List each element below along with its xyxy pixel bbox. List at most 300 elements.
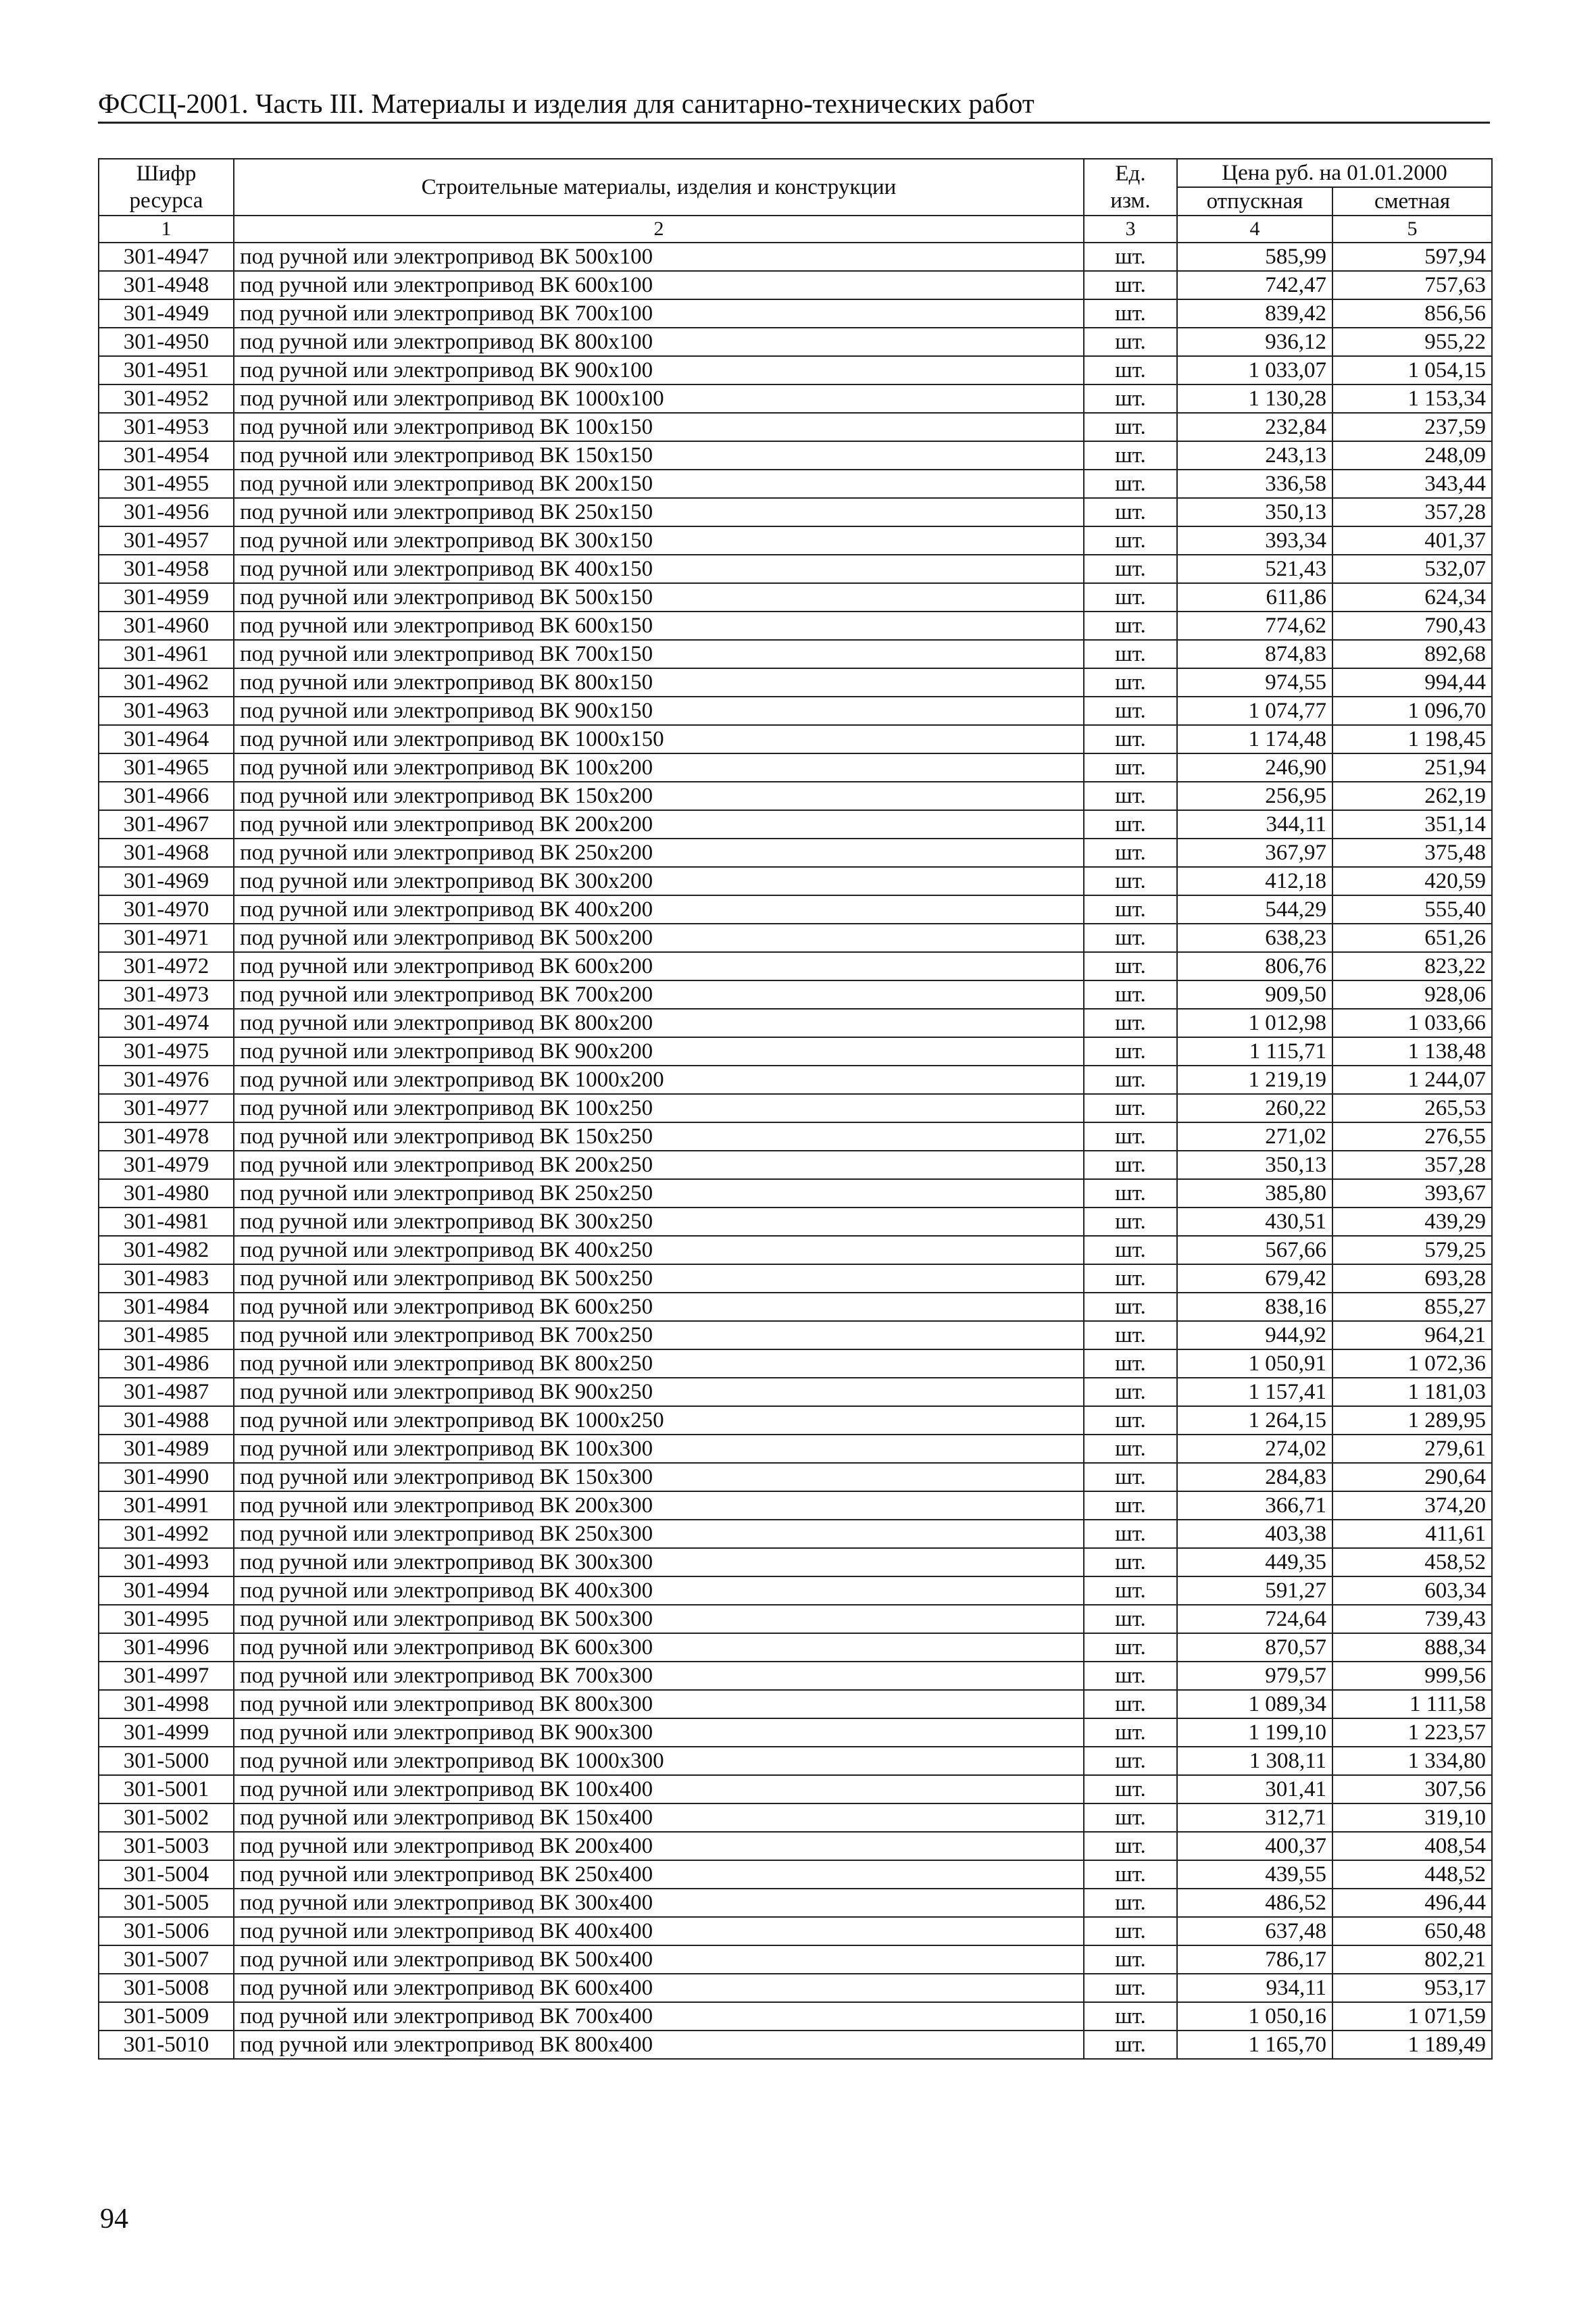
cell-price-release: 271,02 bbox=[1177, 1122, 1332, 1151]
cell-price-estimate: 248,09 bbox=[1332, 441, 1492, 470]
cell-price-estimate: 458,52 bbox=[1332, 1548, 1492, 1576]
cell-price-estimate: 1 334,80 bbox=[1332, 1747, 1492, 1775]
cell-price-estimate: 624,34 bbox=[1332, 583, 1492, 612]
cell-unit: шт. bbox=[1084, 924, 1177, 952]
cell-unit: шт. bbox=[1084, 1378, 1177, 1406]
cell-price-estimate: 856,56 bbox=[1332, 299, 1492, 328]
page-title: ФССЦ-2001. Часть III. Материалы и изделия для санитарно-технических работ bbox=[98, 88, 1034, 119]
cell-code: 301-4992 bbox=[99, 1520, 234, 1548]
table-row bbox=[99, 1605, 1492, 1633]
cell-price-estimate: 1 096,70 bbox=[1332, 697, 1492, 725]
table-row bbox=[99, 952, 1492, 980]
table-row bbox=[99, 1066, 1492, 1094]
cell-name: под ручной или электропривод ВК 700х100 bbox=[234, 299, 1084, 328]
cell-name: под ручной или электропривод ВК 100х200 bbox=[234, 753, 1084, 782]
cell-price-release: 1 115,71 bbox=[1177, 1037, 1332, 1066]
cell-price-estimate: 411,61 bbox=[1332, 1520, 1492, 1548]
cell-unit: шт. bbox=[1084, 1945, 1177, 1974]
cell-code: 301-4981 bbox=[99, 1208, 234, 1236]
cell-name: под ручной или электропривод ВК 600х250 bbox=[234, 1293, 1084, 1321]
cell-price-estimate: 1 223,57 bbox=[1332, 1718, 1492, 1747]
cell-name: под ручной или электропривод ВК 600х300 bbox=[234, 1633, 1084, 1662]
cell-name: под ручной или электропривод ВК 900х250 bbox=[234, 1378, 1084, 1406]
cell-unit: шт. bbox=[1084, 356, 1177, 384]
cell-price-estimate: 892,68 bbox=[1332, 640, 1492, 668]
cell-unit: шт. bbox=[1084, 895, 1177, 924]
cell-price-estimate: 739,43 bbox=[1332, 1605, 1492, 1633]
cell-unit: шт. bbox=[1084, 384, 1177, 413]
cell-price-release: 806,76 bbox=[1177, 952, 1332, 980]
cell-price-estimate: 393,67 bbox=[1332, 1179, 1492, 1208]
cell-code: 301-4974 bbox=[99, 1009, 234, 1037]
cell-name: под ручной или электропривод ВК 500х300 bbox=[234, 1605, 1084, 1633]
cell-price-estimate: 1 181,03 bbox=[1332, 1378, 1492, 1406]
cell-name: под ручной или электропривод ВК 1000х200 bbox=[234, 1066, 1084, 1094]
cell-name: под ручной или электропривод ВК 200х250 bbox=[234, 1151, 1084, 1179]
cell-name: под ручной или электропривод ВК 200х200 bbox=[234, 810, 1084, 839]
cell-unit: шт. bbox=[1084, 1151, 1177, 1179]
cell-name: под ручной или электропривод ВК 700х250 bbox=[234, 1321, 1084, 1349]
cell-price-estimate: 251,94 bbox=[1332, 753, 1492, 782]
cell-price-release: 544,29 bbox=[1177, 895, 1332, 924]
cell-price-estimate: 1 033,66 bbox=[1332, 1009, 1492, 1037]
cell-price-estimate: 823,22 bbox=[1332, 952, 1492, 980]
cell-code: 301-4999 bbox=[99, 1718, 234, 1747]
cell-price-estimate: 351,14 bbox=[1332, 810, 1492, 839]
cell-price-estimate: 928,06 bbox=[1332, 980, 1492, 1009]
cell-name: под ручной или электропривод ВК 700х150 bbox=[234, 640, 1084, 668]
cell-unit: шт. bbox=[1084, 243, 1177, 271]
cell-unit: шт. bbox=[1084, 725, 1177, 753]
cell-price-release: 1 012,98 bbox=[1177, 1009, 1332, 1037]
cell-code: 301-4998 bbox=[99, 1690, 234, 1718]
cell-name: под ручной или электропривод ВК 400х150 bbox=[234, 555, 1084, 583]
cell-price-estimate: 262,19 bbox=[1332, 782, 1492, 810]
header-unit-line1: Ед. bbox=[1115, 161, 1146, 186]
cell-code: 301-4962 bbox=[99, 668, 234, 697]
cell-name: под ручной или электропривод ВК 500х400 bbox=[234, 1945, 1084, 1974]
header-unit-line2: изм. bbox=[1110, 189, 1151, 213]
table-row bbox=[99, 243, 1492, 271]
cell-price-release: 430,51 bbox=[1177, 1208, 1332, 1236]
cell-price-estimate: 1 072,36 bbox=[1332, 1349, 1492, 1378]
cell-name: под ручной или электропривод ВК 400х400 bbox=[234, 1917, 1084, 1945]
cell-price-estimate: 603,34 bbox=[1332, 1576, 1492, 1605]
cell-code: 301-4959 bbox=[99, 583, 234, 612]
cell-unit: шт. bbox=[1084, 782, 1177, 810]
cell-unit: шт. bbox=[1084, 839, 1177, 867]
table-row bbox=[99, 1690, 1492, 1718]
cell-name: под ручной или электропривод ВК 150х150 bbox=[234, 441, 1084, 470]
cell-name: под ручной или электропривод ВК 150х250 bbox=[234, 1122, 1084, 1151]
cell-name: под ручной или электропривод ВК 600х150 bbox=[234, 612, 1084, 640]
cell-code: 301-5005 bbox=[99, 1889, 234, 1917]
cell-price-release: 1 219,19 bbox=[1177, 1066, 1332, 1094]
cell-name: под ручной или электропривод ВК 300х400 bbox=[234, 1889, 1084, 1917]
cell-unit: шт. bbox=[1084, 1463, 1177, 1491]
cell-unit: шт. bbox=[1084, 810, 1177, 839]
cell-name: под ручной или электропривод ВК 150х200 bbox=[234, 782, 1084, 810]
table-row bbox=[99, 782, 1492, 810]
cell-price-estimate: 964,21 bbox=[1332, 1321, 1492, 1349]
cell-price-estimate: 790,43 bbox=[1332, 612, 1492, 640]
cell-price-estimate: 532,07 bbox=[1332, 555, 1492, 583]
cell-price-release: 1 033,07 bbox=[1177, 356, 1332, 384]
cell-name: под ручной или электропривод ВК 400х200 bbox=[234, 895, 1084, 924]
cell-price-release: 350,13 bbox=[1177, 1151, 1332, 1179]
cell-code: 301-4994 bbox=[99, 1576, 234, 1605]
cell-price-release: 521,43 bbox=[1177, 555, 1332, 583]
cell-code: 301-4956 bbox=[99, 498, 234, 526]
cell-code: 301-4975 bbox=[99, 1037, 234, 1066]
cell-price-release: 611,86 bbox=[1177, 583, 1332, 612]
cell-price-release: 724,64 bbox=[1177, 1605, 1332, 1633]
cell-price-estimate: 953,17 bbox=[1332, 1974, 1492, 2002]
cell-price-release: 1 308,11 bbox=[1177, 1747, 1332, 1775]
cell-price-release: 232,84 bbox=[1177, 413, 1332, 441]
cell-unit: шт. bbox=[1084, 952, 1177, 980]
cell-unit: шт. bbox=[1084, 498, 1177, 526]
cell-code: 301-4958 bbox=[99, 555, 234, 583]
cell-unit: шт. bbox=[1084, 526, 1177, 555]
cell-name: под ручной или электропривод ВК 500х200 bbox=[234, 924, 1084, 952]
table-row bbox=[99, 1037, 1492, 1066]
cell-unit: шт. bbox=[1084, 1321, 1177, 1349]
cell-price-estimate: 1 138,48 bbox=[1332, 1037, 1492, 1066]
cell-name: под ручной или электропривод ВК 300х300 bbox=[234, 1548, 1084, 1576]
cell-price-estimate: 496,44 bbox=[1332, 1889, 1492, 1917]
cell-price-release: 350,13 bbox=[1177, 498, 1332, 526]
table-row bbox=[99, 299, 1492, 328]
table-row bbox=[99, 1889, 1492, 1917]
header-price-estimate: сметная bbox=[1332, 187, 1492, 216]
cell-name: под ручной или электропривод ВК 500х150 bbox=[234, 583, 1084, 612]
cell-price-release: 1 074,77 bbox=[1177, 697, 1332, 725]
cell-code: 301-5002 bbox=[99, 1803, 234, 1832]
cell-name: под ручной или электропривод ВК 250х400 bbox=[234, 1860, 1084, 1889]
cell-price-release: 393,34 bbox=[1177, 526, 1332, 555]
cell-unit: шт. bbox=[1084, 1520, 1177, 1548]
table-row bbox=[99, 1293, 1492, 1321]
cell-price-estimate: 693,28 bbox=[1332, 1264, 1492, 1293]
cell-name: под ручной или электропривод ВК 200х400 bbox=[234, 1832, 1084, 1860]
cell-price-estimate: 1 244,07 bbox=[1332, 1066, 1492, 1094]
cell-name: под ручной или электропривод ВК 200х150 bbox=[234, 470, 1084, 498]
cell-price-estimate: 408,54 bbox=[1332, 1832, 1492, 1860]
cell-price-estimate: 999,56 bbox=[1332, 1662, 1492, 1690]
cell-unit: шт. bbox=[1084, 1236, 1177, 1264]
cell-price-release: 838,16 bbox=[1177, 1293, 1332, 1321]
cell-unit: шт. bbox=[1084, 1974, 1177, 2002]
table-row bbox=[99, 384, 1492, 413]
cell-code: 301-5008 bbox=[99, 1974, 234, 2002]
cell-unit: шт. bbox=[1084, 1860, 1177, 1889]
cell-price-estimate: 290,64 bbox=[1332, 1463, 1492, 1491]
cell-price-release: 585,99 bbox=[1177, 243, 1332, 271]
table-header bbox=[99, 159, 1492, 243]
table-row bbox=[99, 1264, 1492, 1293]
cell-unit: шт. bbox=[1084, 1576, 1177, 1605]
cell-unit: шт. bbox=[1084, 1179, 1177, 1208]
cell-unit: шт. bbox=[1084, 1094, 1177, 1122]
table-row bbox=[99, 1576, 1492, 1605]
cell-name: под ручной или электропривод ВК 200х300 bbox=[234, 1491, 1084, 1520]
cell-code: 301-4990 bbox=[99, 1463, 234, 1491]
cell-price-estimate: 319,10 bbox=[1332, 1803, 1492, 1832]
table-row bbox=[99, 1122, 1492, 1151]
cell-unit: шт. bbox=[1084, 555, 1177, 583]
cell-price-release: 944,92 bbox=[1177, 1321, 1332, 1349]
table-row bbox=[99, 328, 1492, 356]
cell-price-release: 786,17 bbox=[1177, 1945, 1332, 1974]
cell-name: под ручной или электропривод ВК 500х250 bbox=[234, 1264, 1084, 1293]
cell-code: 301-4965 bbox=[99, 753, 234, 782]
cell-name: под ручной или электропривод ВК 800х300 bbox=[234, 1690, 1084, 1718]
cell-price-estimate: 374,20 bbox=[1332, 1491, 1492, 1520]
header-price: Цена руб. на 01.01.2000 bbox=[1177, 159, 1492, 187]
table-row bbox=[99, 1974, 1492, 2002]
table-row bbox=[99, 1321, 1492, 1349]
cell-unit: шт. bbox=[1084, 299, 1177, 328]
cell-code: 301-4988 bbox=[99, 1406, 234, 1435]
cell-name: под ручной или электропривод ВК 600х100 bbox=[234, 271, 1084, 299]
cell-code: 301-4964 bbox=[99, 725, 234, 753]
table-row bbox=[99, 1747, 1492, 1775]
cell-code: 301-4985 bbox=[99, 1321, 234, 1349]
page-number: 94 bbox=[100, 2204, 128, 2235]
table-row bbox=[99, 2002, 1492, 2031]
table-row bbox=[99, 470, 1492, 498]
table-row bbox=[99, 1435, 1492, 1463]
cell-name: под ручной или электропривод ВК 1000х250 bbox=[234, 1406, 1084, 1435]
table-row bbox=[99, 413, 1492, 441]
cell-price-release: 260,22 bbox=[1177, 1094, 1332, 1122]
cell-unit: шт. bbox=[1084, 1662, 1177, 1690]
cell-code: 301-4947 bbox=[99, 243, 234, 271]
cell-unit: шт. bbox=[1084, 1406, 1177, 1435]
table-row bbox=[99, 1520, 1492, 1548]
cell-name: под ручной или электропривод ВК 250х150 bbox=[234, 498, 1084, 526]
table-row bbox=[99, 980, 1492, 1009]
cell-price-release: 979,57 bbox=[1177, 1662, 1332, 1690]
table-row bbox=[99, 839, 1492, 867]
cell-price-estimate: 307,56 bbox=[1332, 1775, 1492, 1803]
cell-name: под ручной или электропривод ВК 800х200 bbox=[234, 1009, 1084, 1037]
table-row bbox=[99, 555, 1492, 583]
cell-unit: шт. bbox=[1084, 668, 1177, 697]
table-row bbox=[99, 1378, 1492, 1406]
cell-code: 301-4978 bbox=[99, 1122, 234, 1151]
price-table bbox=[98, 158, 1493, 2060]
cell-price-release: 1 165,70 bbox=[1177, 2031, 1332, 2059]
cell-unit: шт. bbox=[1084, 1349, 1177, 1378]
table-row bbox=[99, 668, 1492, 697]
cell-unit: шт. bbox=[1084, 1009, 1177, 1037]
table-row bbox=[99, 640, 1492, 668]
table-row bbox=[99, 612, 1492, 640]
table-row bbox=[99, 498, 1492, 526]
cell-code: 301-4982 bbox=[99, 1236, 234, 1264]
cell-price-release: 974,55 bbox=[1177, 668, 1332, 697]
cell-price-estimate: 265,53 bbox=[1332, 1094, 1492, 1122]
table-row bbox=[99, 526, 1492, 555]
cell-name: под ручной или электропривод ВК 500х100 bbox=[234, 243, 1084, 271]
cell-price-release: 344,11 bbox=[1177, 810, 1332, 839]
cell-code: 301-4966 bbox=[99, 782, 234, 810]
cell-unit: шт. bbox=[1084, 1889, 1177, 1917]
cell-code: 301-4973 bbox=[99, 980, 234, 1009]
cell-unit: шт. bbox=[1084, 1548, 1177, 1576]
cell-name: под ручной или электропривод ВК 1000х150 bbox=[234, 725, 1084, 753]
cell-price-release: 274,02 bbox=[1177, 1435, 1332, 1463]
cell-code: 301-4950 bbox=[99, 328, 234, 356]
cell-code: 301-5000 bbox=[99, 1747, 234, 1775]
cell-price-estimate: 439,29 bbox=[1332, 1208, 1492, 1236]
cell-code: 301-4987 bbox=[99, 1378, 234, 1406]
cell-code: 301-4991 bbox=[99, 1491, 234, 1520]
table-row bbox=[99, 1945, 1492, 1974]
cell-price-estimate: 343,44 bbox=[1332, 470, 1492, 498]
cell-price-estimate: 1 198,45 bbox=[1332, 725, 1492, 753]
table-row bbox=[99, 1463, 1492, 1491]
cell-price-release: 366,71 bbox=[1177, 1491, 1332, 1520]
cell-price-release: 336,58 bbox=[1177, 470, 1332, 498]
cell-name: под ручной или электропривод ВК 400х250 bbox=[234, 1236, 1084, 1264]
cell-price-release: 1 264,15 bbox=[1177, 1406, 1332, 1435]
cell-price-release: 874,83 bbox=[1177, 640, 1332, 668]
cell-name: под ручной или электропривод ВК 250х250 bbox=[234, 1179, 1084, 1208]
cell-name: под ручной или электропривод ВК 100х150 bbox=[234, 413, 1084, 441]
cell-code: 301-4997 bbox=[99, 1662, 234, 1690]
cell-code: 301-4953 bbox=[99, 413, 234, 441]
cell-code: 301-4961 bbox=[99, 640, 234, 668]
cell-unit: шт. bbox=[1084, 1747, 1177, 1775]
cell-unit: шт. bbox=[1084, 1690, 1177, 1718]
cell-code: 301-4969 bbox=[99, 867, 234, 895]
cell-price-estimate: 237,59 bbox=[1332, 413, 1492, 441]
table-row bbox=[99, 1633, 1492, 1662]
cell-name: под ручной или электропривод ВК 700х200 bbox=[234, 980, 1084, 1009]
table-row bbox=[99, 1775, 1492, 1803]
cell-code: 301-4949 bbox=[99, 299, 234, 328]
cell-code: 301-4989 bbox=[99, 1435, 234, 1463]
cell-unit: шт. bbox=[1084, 1917, 1177, 1945]
cell-name: под ручной или электропривод ВК 250х200 bbox=[234, 839, 1084, 867]
cell-name: под ручной или электропривод ВК 800х250 bbox=[234, 1349, 1084, 1378]
table-row bbox=[99, 924, 1492, 952]
cell-price-release: 638,23 bbox=[1177, 924, 1332, 952]
cell-name: под ручной или электропривод ВК 300х150 bbox=[234, 526, 1084, 555]
table-row bbox=[99, 1491, 1492, 1520]
cell-unit: шт. bbox=[1084, 1037, 1177, 1066]
column-number-row bbox=[99, 216, 1492, 243]
cell-name: под ручной или электропривод ВК 100х250 bbox=[234, 1094, 1084, 1122]
cell-name: под ручной или электропривод ВК 150х300 bbox=[234, 1463, 1084, 1491]
cell-unit: шт. bbox=[1084, 1066, 1177, 1094]
cell-code: 301-4971 bbox=[99, 924, 234, 952]
cell-unit: шт. bbox=[1084, 1264, 1177, 1293]
cell-unit: шт. bbox=[1084, 697, 1177, 725]
table-row bbox=[99, 2031, 1492, 2059]
cell-price-estimate: 555,40 bbox=[1332, 895, 1492, 924]
table-row bbox=[99, 725, 1492, 753]
cell-code: 301-4957 bbox=[99, 526, 234, 555]
cell-price-release: 486,52 bbox=[1177, 1889, 1332, 1917]
cell-unit: шт. bbox=[1084, 470, 1177, 498]
cell-price-estimate: 1 111,58 bbox=[1332, 1690, 1492, 1718]
table-body bbox=[99, 243, 1492, 2059]
cell-unit: шт. bbox=[1084, 583, 1177, 612]
cell-unit: шт. bbox=[1084, 1491, 1177, 1520]
cell-price-release: 301,41 bbox=[1177, 1775, 1332, 1803]
cell-unit: шт. bbox=[1084, 1605, 1177, 1633]
table-row bbox=[99, 1009, 1492, 1037]
cell-price-estimate: 994,44 bbox=[1332, 668, 1492, 697]
cell-price-release: 679,42 bbox=[1177, 1264, 1332, 1293]
table-row bbox=[99, 441, 1492, 470]
cell-unit: шт. bbox=[1084, 441, 1177, 470]
cell-price-release: 742,47 bbox=[1177, 271, 1332, 299]
cell-code: 301-4996 bbox=[99, 1633, 234, 1662]
cell-price-release: 936,12 bbox=[1177, 328, 1332, 356]
cell-code: 301-5004 bbox=[99, 1860, 234, 1889]
header-code-line1: Шифр bbox=[136, 161, 197, 186]
table-row bbox=[99, 1548, 1492, 1576]
cell-code: 301-5009 bbox=[99, 2002, 234, 2031]
cell-code: 301-4984 bbox=[99, 1293, 234, 1321]
cell-price-release: 839,42 bbox=[1177, 299, 1332, 328]
cell-price-estimate: 955,22 bbox=[1332, 328, 1492, 356]
cell-price-release: 774,62 bbox=[1177, 612, 1332, 640]
cell-code: 301-5010 bbox=[99, 2031, 234, 2059]
cell-unit: шт. bbox=[1084, 413, 1177, 441]
cell-name: под ручной или электропривод ВК 700х300 bbox=[234, 1662, 1084, 1690]
column-number: 4 bbox=[1177, 216, 1332, 243]
cell-name: под ручной или электропривод ВК 1000х300 bbox=[234, 1747, 1084, 1775]
cell-name: под ручной или электропривод ВК 300х200 bbox=[234, 867, 1084, 895]
cell-unit: шт. bbox=[1084, 2002, 1177, 2031]
table-row bbox=[99, 356, 1492, 384]
cell-code: 301-4952 bbox=[99, 384, 234, 413]
cell-name: под ручной или электропривод ВК 800х150 bbox=[234, 668, 1084, 697]
cell-unit: шт. bbox=[1084, 1122, 1177, 1151]
table-row bbox=[99, 810, 1492, 839]
cell-price-release: 1 050,16 bbox=[1177, 2002, 1332, 2031]
cell-name: под ручной или электропривод ВК 700х400 bbox=[234, 2002, 1084, 2031]
cell-name: под ручной или электропривод ВК 900х200 bbox=[234, 1037, 1084, 1066]
cell-price-release: 1 130,28 bbox=[1177, 384, 1332, 413]
cell-unit: шт. bbox=[1084, 753, 1177, 782]
cell-price-estimate: 1 071,59 bbox=[1332, 2002, 1492, 2031]
cell-code: 301-4980 bbox=[99, 1179, 234, 1208]
cell-name: под ручной или электропривод ВК 250х300 bbox=[234, 1520, 1084, 1548]
cell-price-release: 412,18 bbox=[1177, 867, 1332, 895]
cell-price-release: 1 199,10 bbox=[1177, 1718, 1332, 1747]
cell-price-release: 1 157,41 bbox=[1177, 1378, 1332, 1406]
cell-price-release: 591,27 bbox=[1177, 1576, 1332, 1605]
table-row bbox=[99, 1832, 1492, 1860]
cell-price-estimate: 448,52 bbox=[1332, 1860, 1492, 1889]
cell-price-release: 567,66 bbox=[1177, 1236, 1332, 1264]
cell-unit: шт. bbox=[1084, 612, 1177, 640]
cell-price-release: 1 050,91 bbox=[1177, 1349, 1332, 1378]
table-row bbox=[99, 895, 1492, 924]
cell-code: 301-4993 bbox=[99, 1548, 234, 1576]
header-code-line2: ресурса bbox=[129, 189, 203, 213]
table-row bbox=[99, 1718, 1492, 1747]
table-row bbox=[99, 753, 1492, 782]
cell-price-estimate: 888,34 bbox=[1332, 1633, 1492, 1662]
